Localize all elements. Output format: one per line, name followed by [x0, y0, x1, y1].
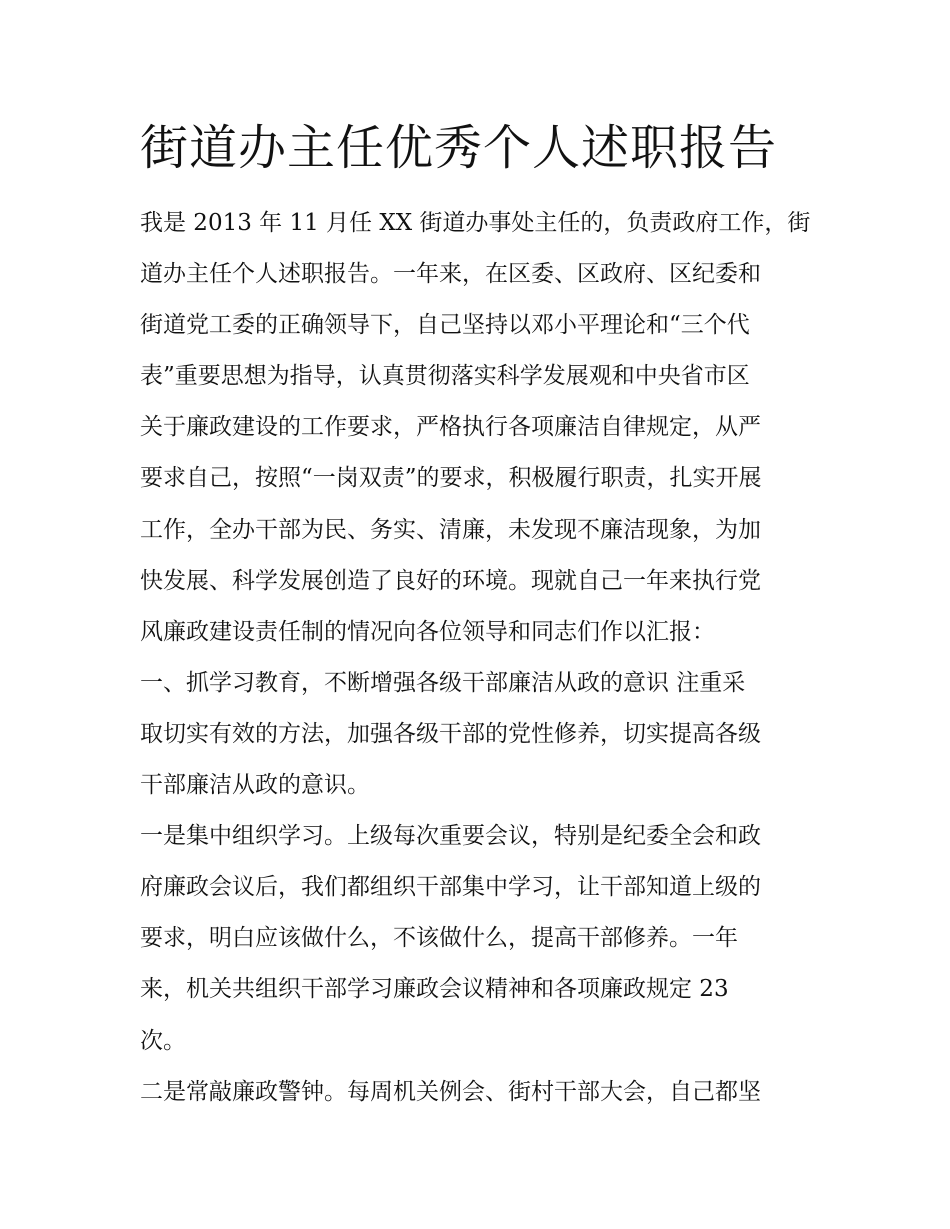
body-line: 街道党工委的正确领导下，自己坚持以邓小平理论和“三个代 — [140, 312, 750, 339]
document-title: 街道办主任优秀个人述职报告 — [140, 120, 778, 176]
body-line: 要求自己，按照“一岗双责”的要求，积极履行职责，扎实开展 — [140, 465, 762, 492]
body-line: 工作，全办干部为民、务实、清廉，未发现不廉洁现象，为加 — [140, 516, 761, 543]
body-line: 取切实有效的方法，加强各级干部的党性修养，切实提高各级 — [140, 720, 761, 747]
body-line: 次。 — [140, 1027, 186, 1054]
body-line: 我是 2013 年 11 月任 XX 街道办事处主任的，负责政府工作，街 — [140, 210, 811, 236]
body-line: 关于廉政建设的工作要求，严格执行各项廉洁自律规定，从严 — [140, 414, 761, 441]
body-line: 一是集中组织学习。上级每次重要会议，特别是纪委全会和政 — [140, 823, 761, 850]
document-body — [140, 198, 820, 1118]
body-line: 表”重要思想为指导，认真贯彻落实科学发展观和中央省市区 — [140, 363, 750, 390]
body-line: 快发展、科学发展创造了良好的环境。现就自己一年来执行党 — [140, 567, 761, 594]
body-line: 干部廉洁从政的意识。 — [140, 772, 370, 799]
body-line: 府廉政会议后，我们都组织干部集中学习，让干部知道上级的 — [140, 874, 761, 901]
body-line: 风廉政建设责任制的情况向各位领导和同志们作以汇报： — [140, 618, 715, 645]
body-line: 来，机关共组织干部学习廉政会议精神和各项廉政规定 23 — [140, 976, 729, 1003]
section-heading-line: 一、抓学习教育，不断增强各级干部廉洁从政的意识 注重采 — [140, 669, 746, 696]
body-line: 二是常敲廉政警钟。每周机关例会、街村干部大会，自己都坚 — [140, 1078, 761, 1105]
body-line: 要求，明白应该做什么，不该做什么，提高干部修养。一年 — [140, 925, 738, 952]
body-line: 道办主任个人述职报告。一年来，在区委、区政府、区纪委和 — [140, 261, 761, 288]
